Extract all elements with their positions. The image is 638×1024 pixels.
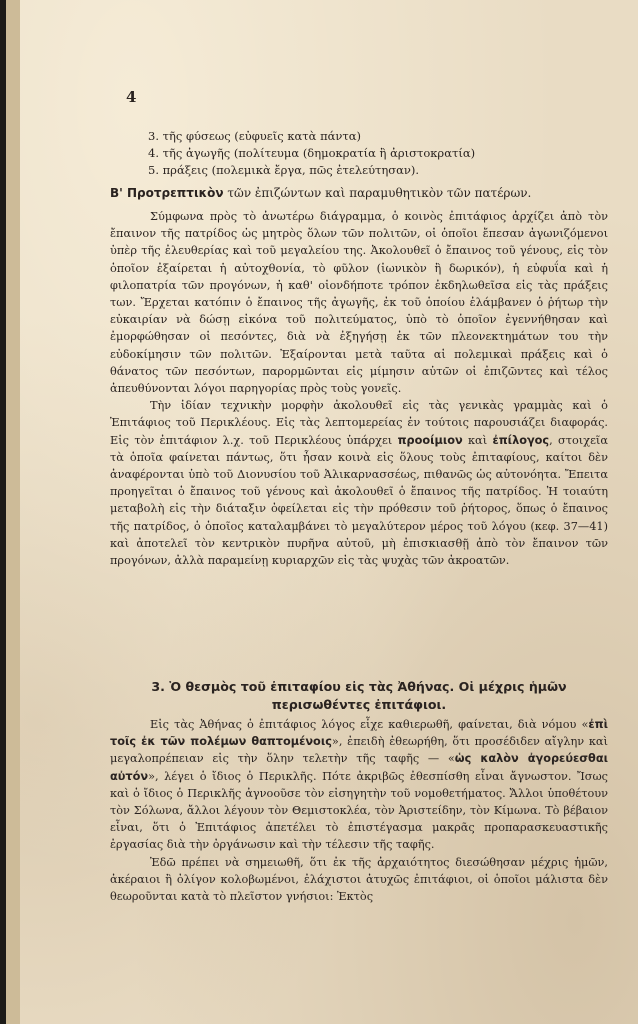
paragraph-2-start: Τὴν ἰδίαν τεχνικὴν μορφὴν ἀκολουθεῖ εἰς τὰς γενικὰς γραμμὰς καὶ ὁ Ἐπιτάφιος τοῦ Περικλέους. Εἰς τὰς λεπτομερείας ἐν τούτοις παρουσιάζει διαφοράς. Εἰς τὸν ἐπιτάφιον λ.χ. τοῦ Περικλέους ὑπάρχει [110, 399, 608, 447]
section-b-label: Β' Προτρεπτικὸν [110, 186, 224, 200]
page-number: 4 [126, 88, 137, 106]
epilogos-term: ἐπίλογος [492, 433, 550, 447]
paragraph-2 [110, 397, 608, 569]
list-item: 4. τῆς ἀγωγῆς (πολίτευμα (δημοκρατία ἢ ἀριστοκρατία) [148, 146, 476, 160]
list-item: 5. πράξεις (πολεμικὰ ἔργα, πῶς ἐτελεύτησαν). [148, 163, 420, 177]
paragraph-3 [110, 716, 608, 854]
paragraph-2-mid: καὶ [462, 433, 493, 447]
law-quote: ἐπὶ τοῖς ἐκ τῶν πολέμων θαπτομένοις [110, 718, 608, 749]
paragraph-2-end: , στοιχεῖα τὰ ὁποῖα φαίνεται πάντως, ὅτι ἦσαν κοινὰ εἰς ὅλους τοὺς ἐπιταφίους, καίτοι δὲν ἀναφέρονται ὑπὸ τοῦ Διονυσίου τοῦ Ἀλικαρνασσέως, πιθανῶς ὡς αὐτονόητα. Ἔπειτα προηγεῖται ὁ ἔπαινος τοῦ γένους καὶ ἀκολουθεῖ ὁ ἔπαινος τῆς πατρίδος. Ἡ τοιαύτη μεταβολὴ εἰς τὴν διάταξιν ὀφείλεται εἰς τὴν πρόθεσιν τοῦ ῥήτορος, ὅπως ὁ ἔπαινος τῆς πατρίδος, ὁ ὁποῖος καταλαμβάνει τὸ μεγαλύτερον μέρος τοῦ λόγου (κεφ. 37—41) καὶ ἀποτελεῖ τὸν κεντρικὸν πυρῆνα αὐτοῦ, μὴ ἐπισκιασθῇ ἀπὸ τὸν ἔπαινον τῶν προγόνων, ἀλλὰ παραμείνῃ κυριαρχῶν εἰς τὰς ψυχὰς τῶν ἀκροατῶν. [110, 433, 608, 568]
body-text-block-2 [110, 716, 608, 905]
paragraph-4: Ἐδῶ πρέπει νὰ σημειωθῆ, ὅτι ἐκ τῆς ἀρχαιότητος διεσώθησαν μέχρις ἡμῶν, ἀκέραιοι ἢ ὀλίγον κολοβωμένοι, ἐλάχιστοι ἀτυχῶς ἐπιτάφιοι, οἱ ὁποῖοι μάλιστα δὲν θεωροῦνται κατὰ τὸ πλεῖστον γνήσιοι: Ἐκτὸς [110, 855, 608, 904]
paragraph-3-start: Εἰς τὰς Ἀθήνας ὁ ἐπιτάφιος λόγος εἶχε καθιερωθῆ, φαίνεται, διὰ νόμου « [150, 718, 589, 731]
outline-list [148, 128, 475, 179]
body-text-block-1 [110, 208, 608, 569]
book-page [6, 0, 638, 1024]
section-b-rest: τῶν ἐπιζώντων καὶ παραμυθητικὸν τῶν πατέρων. [223, 186, 532, 200]
pericles-quote: ὡς καλὸν ἀγορεύεσθαι αὐτόν [110, 752, 608, 783]
page-edge-stain [6, 0, 20, 1024]
prooimion-term: προοίμιον [397, 433, 463, 447]
paragraph-3-mid: », ἐπειδὴ ἐθεωρήθη, ὅτι προσέδιδεν αἴγλην καὶ μεγαλοπρέπειαν εἰς τὴν ὅλην τελετὴν τῆς ταφῆς — « [110, 735, 608, 766]
section-3-heading: 3. Ὁ θεσμὸς τοῦ ἐπιταφίου εἰς τὰς Ἀθήνας. Οἱ μέχρις ἡμῶν περισωθέντες ἐπιτάφιοι. [151, 679, 567, 712]
list-item: 3. τῆς φύσεως (εὐφυεῖς κατὰ πάντα) [148, 129, 362, 143]
section-b-heading [110, 186, 610, 200]
paragraph-1: Σύμφωνα πρὸς τὸ ἀνωτέρω διάγραμμα, ὁ κοινὸς ἐπιτάφιος ἀρχίζει ἀπὸ τὸν ἔπαινον τῆς πατρίδος ὡς μητρὸς ὅλων τῶν πολιτῶν, οἱ ὁποῖοι ἔπεσαν ἀγωνιζόμενοι ὑπὲρ τῆς ἐλευθερίας καὶ τοῦ μεγαλείου της. Ἀκολουθεῖ ὁ ἔπαινος τοῦ γένους, εἰς τὸν ὁποῖον ἐξαίρεται ἡ αὐτοχθονία, τὸ φῦλον (ἰωνικὸν ἢ δωρικόν), ἡ εὐφυΐα καὶ ἡ φιλοπατρία τῶν προγόνων, ἡ καθ' οἱονδήποτε τρόπον ἐκδηλωθεῖσα εἰς τὰς πράξεις των. Ἔρχεται κατόπιν ὁ ἔπαινος τῆς ἀγωγῆς, ἐκ τοῦ ὁποίου ἐλάμβανεν ὁ ῥήτωρ τὴν εὐκαιρίαν νὰ δώσῃ εἰκόνα τοῦ πολιτεύματος, ὑπὸ τὸ ὁποῖον ἐγεννήθησαν καὶ ἐμορφώθησαν οἱ πεσόντες, διὰ νὰ ἐξηγήσῃ ἐκ τῶν πλεονεκτημάτων του τὴν εὐδοκίμησιν τῶν πολιτῶν. Ἐξαίρονται μετὰ ταῦτα αἱ πολεμικαὶ πράξεις καὶ ὁ θάνατος τῶν πεσόντων, παρορμῶνται εἰς μίμησιν αὐτῶν οἱ ἐπιζῶντες καὶ τέλος ἀπευθύνονται λόγοι παρηγορίας πρὸς τοὺς γονεῖς. [110, 210, 608, 396]
paragraph-3-end: », λέγει ὁ ἴδιος ὁ Περικλῆς. Πότε ἀκριβῶς ἐθεσπίσθη εἶναι ἄγνωστον. Ἴσως καὶ ὁ ἴδιος ὁ Περικλῆς ἀγνοοῦσε τὸν εἰσηγητὴν τοῦ νομοθετήματος. Ἄλλοι ὑποθέτουν τὸν Σόλωνα, ἄλλοι λέγουν τὸν Θεμιστοκλέα, τὸν Ἀριστείδην, τὸν Κίμωνα. Τὸ βέβαιον εἶναι, ὅτι ὁ Ἐπιτάφιος ἀπετέλει τὸ ἐπιστέγασμα μακρᾶς προπαρασκευαστικῆς ἐργασίας διὰ τὴν ὀργάνωσιν καὶ τὴν τέλεσιν τῆς ταφῆς. [110, 769, 608, 852]
